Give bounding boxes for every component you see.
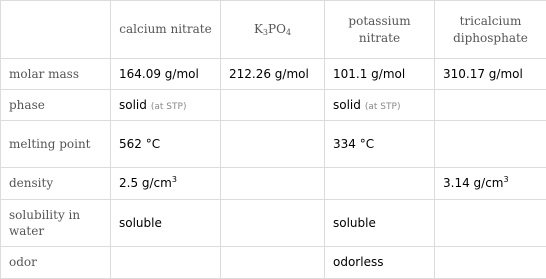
row-label-density: density	[1, 167, 111, 199]
cell-value: soluble	[111, 199, 221, 246]
row-label-phase: phase	[1, 90, 111, 121]
cell-empty	[435, 121, 546, 167]
cell-value: 310.17 g/mol	[435, 59, 546, 90]
table-row	[1, 199, 546, 246]
table-row	[1, 246, 546, 278]
header-row	[1, 1, 546, 59]
cell-value: 562 °C	[111, 121, 221, 167]
cell-empty	[221, 167, 325, 199]
cell-empty	[435, 246, 546, 278]
column-header-tricalcium-diphosphate: tricalcium diphosphate	[435, 1, 546, 59]
cell-value: 101.1 g/mol	[325, 59, 435, 90]
cell-empty	[435, 90, 546, 121]
table-row	[1, 59, 546, 90]
row-label-solubility-in-water: solubility in water	[1, 199, 111, 246]
cell-value: 2.5 $g/cm^3$	[111, 167, 221, 199]
column-header-potassium-nitrate: potassium nitrate	[325, 1, 435, 59]
cell-value: 3.14 $g/cm^3$	[435, 167, 546, 199]
cell-value: 334 °C	[325, 121, 435, 167]
cell-empty	[221, 121, 325, 167]
row-label-molar-mass: molar mass	[1, 59, 111, 90]
column-header-calcium-nitrate: calcium nitrate	[111, 1, 221, 59]
row-label-melting-point: melting point	[1, 121, 111, 167]
cell-empty	[221, 90, 325, 121]
cell-value: odorless	[325, 246, 435, 278]
cell-empty	[111, 246, 221, 278]
cell-value: soluble	[325, 199, 435, 246]
cell-value: solid (at STP)	[325, 90, 435, 121]
cell-empty	[221, 246, 325, 278]
corner-cell	[1, 1, 111, 59]
table-row	[1, 167, 546, 199]
cell-empty	[435, 199, 546, 246]
cell-value: 212.26 g/mol	[221, 59, 325, 90]
cell-empty	[325, 167, 435, 199]
cell-note: (at STP)	[364, 102, 401, 113]
cell-empty	[221, 199, 325, 246]
table-row	[1, 90, 546, 121]
column-header-k3po4: $K_3PO_4$	[221, 1, 325, 59]
row-label-odor: odor	[1, 246, 111, 278]
cell-note: (at STP)	[150, 102, 187, 113]
cell-value: solid (at STP)	[111, 90, 221, 121]
cell-value: 164.09 g/mol	[111, 59, 221, 90]
table-row	[1, 121, 546, 167]
